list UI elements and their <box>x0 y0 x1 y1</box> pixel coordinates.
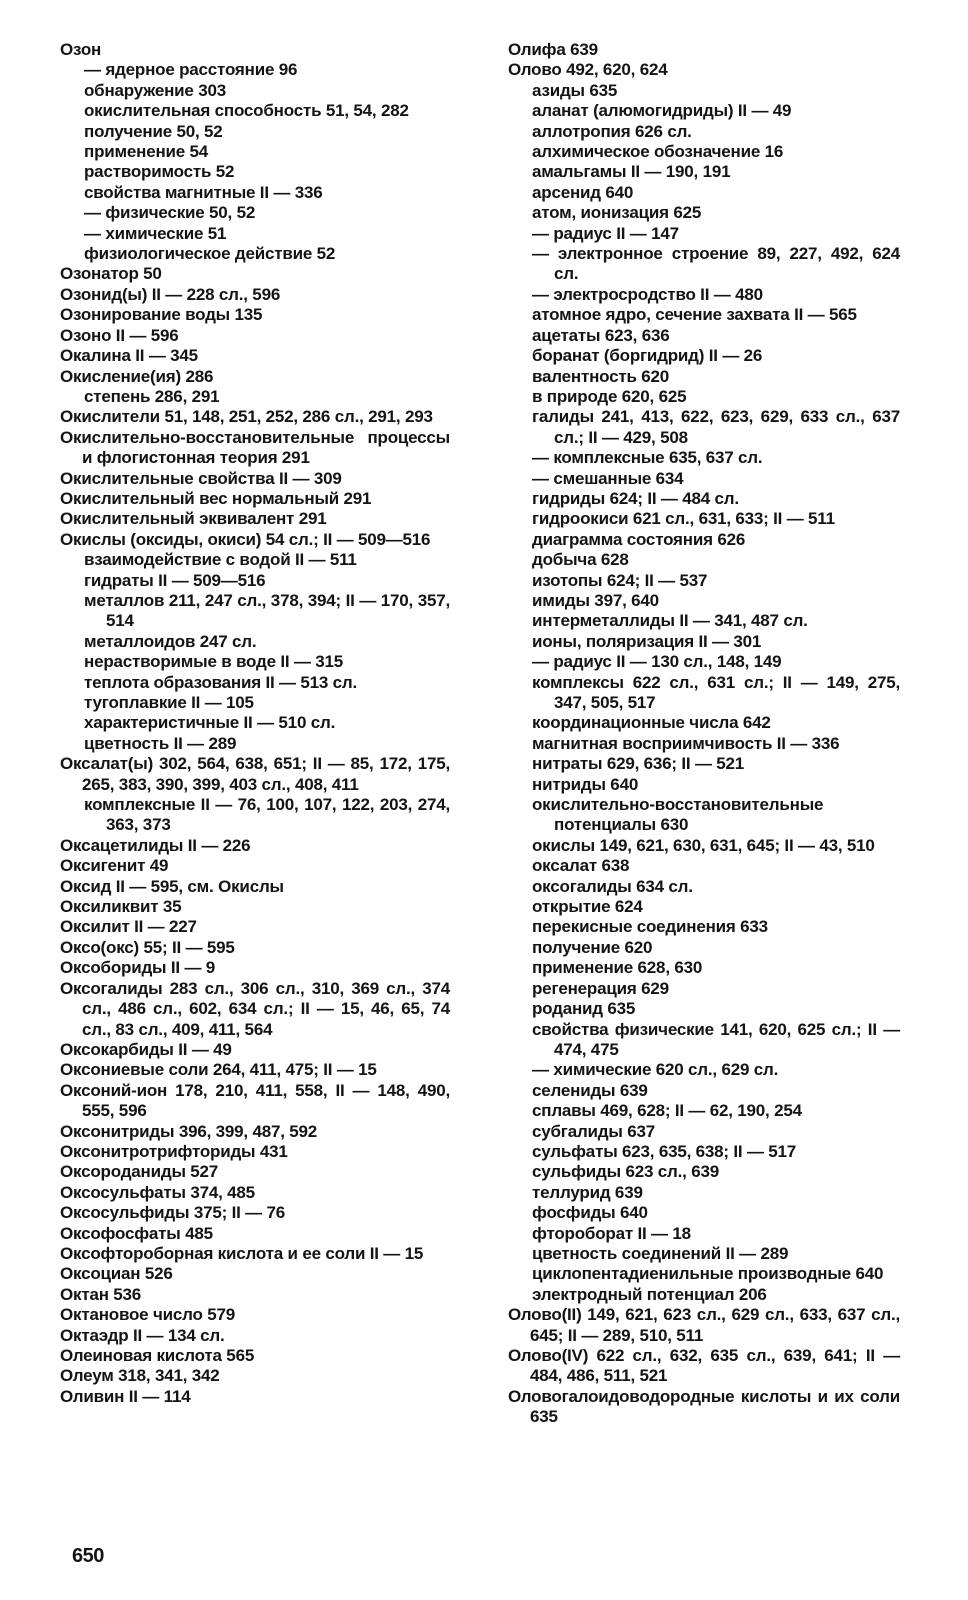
index-subentry: — химические 51 <box>84 223 227 243</box>
index-entry: Окислительно-восстановительные процессы и флогистонная теория 291 <box>60 427 450 468</box>
index-subentry: — комплексные 635, 637 сл. <box>532 448 763 468</box>
index-subentry: характеристичные II — 510 сл. <box>84 713 336 733</box>
index-subentry: применение 54 <box>84 142 209 162</box>
index-entry: Оксониевые соли 264, 411, 475; II — 15 <box>60 1060 377 1080</box>
index-entry: Озонид(ы) II — 228 сл., 596 <box>60 284 281 304</box>
index-subentry: сульфиды 623 сл., 639 <box>532 1162 719 1182</box>
index-subentry: применение 628, 630 <box>532 958 703 978</box>
index-subentry: ацетаты 623, 636 <box>532 325 670 345</box>
index-entry: Оксид II — 595, см. Окислы <box>60 876 284 896</box>
index-subentry: добыча 628 <box>532 550 629 570</box>
index-subentry: металлов 211, 247 сл., 378, 394; II — 170, 357, 514 <box>84 590 450 631</box>
index-subentry: — электронное строение 89, 227, 492, 624 сл. <box>532 244 900 284</box>
index-subentry: селениды 639 <box>532 1080 648 1100</box>
index-subentry: фосфиды 640 <box>532 1203 648 1223</box>
index-subentry: нерастворимые в воде II — 315 <box>84 652 344 672</box>
index-entry: Озон <box>60 40 102 59</box>
index-subentry: регенерация 629 <box>532 978 669 998</box>
index-entry: Озоно II — 596 <box>60 325 179 345</box>
index-subentry: галиды 241, 413, 622, 623, 629, 633 сл., 637 сл.; II — 429, 508 <box>532 407 900 447</box>
index-entry: Оксоний-ион 178, 210, 411, 558, II — 148, 490, 555, 596 <box>60 1080 450 1121</box>
index-subentry: нитриды 640 <box>532 774 639 794</box>
index-subentry: металлоидов 247 сл. <box>84 631 257 651</box>
index-entry: Озонатор 50 <box>60 264 162 284</box>
index-entry: Окалина II — 345 <box>60 346 198 366</box>
index-subentry: оксогалиды 634 сл. <box>532 876 693 896</box>
index-entry: Оксонитриды 396, 399, 487, 592 <box>60 1121 318 1141</box>
index-subentry: комплексные II — 76, 100, 107, 122, 203, 274, 363, 373 <box>84 795 450 835</box>
index-subentry: изотопы 624; II — 537 <box>532 570 708 590</box>
index-entry: Оксогалиды 283 сл., 306 сл., 310, 369 сл., 374 сл., 486 сл., 602, 634 сл.; II — 15, 46, 65, 74 сл., 83 сл., 409, 411, 564 <box>60 978 450 1039</box>
index-subentry: теплота образования II — 513 сл. <box>84 672 358 692</box>
index-subentry: взаимодействие с водой II — 511 <box>84 550 357 570</box>
index-entry: Окисление(ия) 286 <box>60 366 214 386</box>
index-subentry: окислительно-восстановительные потенциалы 630 <box>532 795 824 835</box>
index-subentry: — радиус II — 147 <box>532 223 679 243</box>
index-subentry: нитраты 629, 636; II — 521 <box>532 754 745 774</box>
index-subentry: — ядерное расстояние 96 <box>84 60 298 80</box>
index-subentry: оксалат 638 <box>532 856 630 876</box>
index-entry: Озонирование воды 135 <box>60 305 263 325</box>
index-subentry: получение 50, 52 <box>84 121 223 141</box>
index-subentry: циклопентадиенильные производные 640 <box>532 1264 884 1284</box>
index-entry: Оксигенит 49 <box>60 856 169 876</box>
index-subentry: гидраты II — 509—516 <box>84 570 266 590</box>
index-subentry: субгалиды 637 <box>532 1121 655 1141</box>
index-subentry: арсенид 640 <box>532 182 634 202</box>
index-subentry: — химические 620 сл., 629 сл. <box>532 1060 779 1080</box>
index-entry: Олеум 318, 341, 342 <box>60 1366 220 1386</box>
index-entry: Олеиновая кислота 565 <box>60 1346 255 1365</box>
index-entry: Оксофтороборная кислота и ее соли II — 15 <box>60 1243 424 1263</box>
index-entry: Оксиликвит 35 <box>60 897 182 917</box>
index-entry: Оксо(окс) 55; II — 595 <box>60 937 235 957</box>
index-subentry: имиды 397, 640 <box>532 590 659 610</box>
index-subentry: — физические 50, 52 <box>84 203 256 223</box>
index-subentry: перекисные соединения 633 <box>532 917 768 937</box>
index-subentry: — радиус II — 130 сл., 148, 149 <box>532 652 782 672</box>
index-subentry: окислительная способность 51, 54, 282 <box>84 101 409 121</box>
index-subentry: в природе 620, 625 <box>532 386 687 406</box>
index-entry: Оксацетилиды II — 226 <box>60 835 251 855</box>
index-subentry: растворимость 52 <box>84 162 235 182</box>
index-entry: Оксосульфаты 374, 485 <box>60 1182 255 1202</box>
index-entry: Олово(II) 149, 621, 623 сл., 629 сл., 633, 637 сл., 645; II — 289, 510, 511 <box>508 1305 900 1345</box>
index-subentry: ионы, поляризация II — 301 <box>532 631 762 651</box>
index-entry: Оксороданиды 527 <box>60 1162 219 1182</box>
index-subentry: цветность соединений II — 289 <box>532 1243 789 1263</box>
index-subentry: окислы 149, 621, 630, 631, 645; II — 43, 510 <box>532 835 875 855</box>
index-entry: Окислительный эквивалент 291 <box>60 509 327 529</box>
index-subentry: амальгамы II — 190, 191 <box>532 162 731 182</box>
index-subentry: — смешанные 634 <box>532 468 684 488</box>
index-entry: Олово 492, 620, 624 <box>508 60 668 80</box>
index-subentry: диаграмма состояния 626 <box>532 529 746 549</box>
index-subentry: электродный потенциал 206 <box>532 1284 767 1304</box>
index-entry: Олифа 639 <box>508 40 598 59</box>
index-entry: Октан 536 <box>60 1284 142 1304</box>
index-subentry: свойства магнитные II — 336 <box>84 182 323 202</box>
index-subentry: интерметаллиды II — 341, 487 сл. <box>532 611 808 631</box>
index-entry: Оксобориды II — 9 <box>60 958 216 978</box>
index-subentry: сульфаты 623, 635, 638; II — 517 <box>532 1141 797 1161</box>
index-subentry: физиологическое действие 52 <box>84 244 336 264</box>
index-subentry: боранат (боргидрид) II — 26 <box>532 346 763 366</box>
index-subentry: свойства физические 141, 620, 625 сл.; II — 474, 475 <box>532 1019 900 1059</box>
index-entry: Олово(IV) 622 сл., 632, 635 сл., 639, 641; II — 484, 486, 511, 521 <box>508 1346 900 1386</box>
index-subentry: валентность 620 <box>532 366 670 386</box>
index-subentry: роданид 635 <box>532 999 636 1019</box>
index-subentry: фтороборат II — 18 <box>532 1223 691 1243</box>
index-subentry: гидриды 624; II — 484 сл. <box>532 488 739 508</box>
index-subentry: аланат (алюмогидриды) II — 49 <box>532 101 792 121</box>
index-subentry: алхимическое обозначение 16 <box>532 142 784 162</box>
index-subentry: атом, ионизация 625 <box>532 203 702 223</box>
index-entry: Оксосульфиды 375; II — 76 <box>60 1203 285 1223</box>
index-subentry: теллурид 639 <box>532 1182 643 1202</box>
index-column-left <box>60 40 450 1407</box>
index-entry: Оксонитротрифториды 431 <box>60 1141 288 1161</box>
index-entry: Оксилит II — 227 <box>60 917 197 937</box>
index-entry: Оксокарбиды II — 49 <box>60 1039 232 1059</box>
index-entry: Оксофосфаты 485 <box>60 1223 213 1243</box>
index-subentry: азиды 635 <box>532 80 618 100</box>
index-entry: Окислы (оксиды, окиси) 54 сл.; II — 509—516 <box>60 529 431 549</box>
index-entry: Окислительный вес нормальный 291 <box>60 488 372 508</box>
index-entry: Октановое число 579 <box>60 1305 235 1325</box>
index-entry: Оксалат(ы) 302, 564, 638, 651; II — 85, 172, 175, 265, 383, 390, 399, 403 сл., 408, 411 <box>60 754 450 794</box>
index-entry: Октаэдр II — 134 сл. <box>60 1325 225 1345</box>
index-column-right <box>508 40 900 1428</box>
index-subentry: обнаружение 303 <box>84 80 226 100</box>
index-subentry: комплексы 622 сл., 631 сл.; II — 149, 275, 347, 505, 517 <box>532 672 900 712</box>
index-subentry: координационные числа 642 <box>532 713 771 733</box>
index-subentry: тугоплавкие II — 105 <box>84 693 254 712</box>
index-entry: Окислительные свойства II — 309 <box>60 468 342 488</box>
page-number: 650 <box>72 1545 104 1567</box>
index-subentry: аллотропия 626 сл. <box>532 121 692 141</box>
index-entry: Оливин II — 114 <box>60 1386 191 1406</box>
index-subentry: открытие 624 <box>532 897 643 917</box>
index-subentry: магнитная восприимчивость II — 336 <box>532 733 840 753</box>
index-entry: Окислители 51, 148, 251, 252, 286 сл., 291, 293 <box>60 407 433 427</box>
index-entry: Оловогалоидоводородные кислоты и их соли 635 <box>508 1386 900 1427</box>
index-subentry: степень 286, 291 <box>84 386 220 406</box>
index-subentry: сплавы 469, 628; II — 62, 190, 254 <box>532 1101 802 1121</box>
index-subentry: атомное ядро, сечение захвата II — 565 <box>532 305 857 325</box>
index-subentry: гидроокиси 621 сл., 631, 633; II — 511 <box>532 509 835 529</box>
index-subentry: цветность II — 289 <box>84 733 237 753</box>
index-entry: Оксоциан 526 <box>60 1264 173 1284</box>
index-subentry: — электросродство II — 480 <box>532 284 763 304</box>
index-subentry: получение 620 <box>532 937 653 957</box>
